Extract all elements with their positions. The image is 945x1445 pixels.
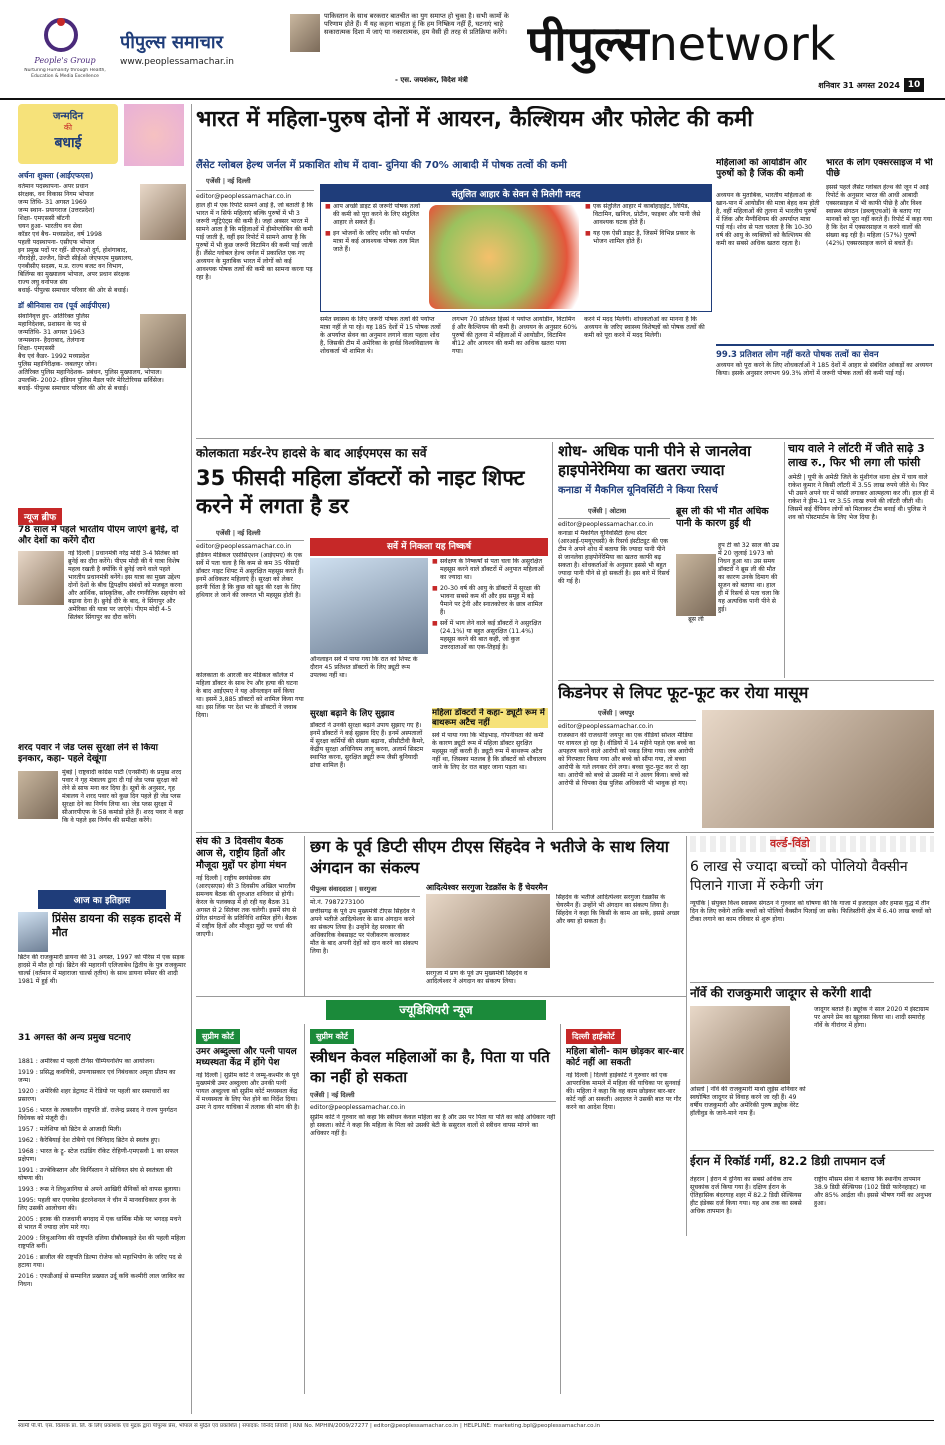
person1-line: इन प्रमुख पदों पर रहीं- डीएफओ दुर्ग, होशंगाबाद, — [18, 247, 128, 254]
lead-byline: एजेंसी | नई दिल्ली — [206, 177, 251, 185]
event-item: 1968 : भारत के ट्रू- स्टेज राउंडिंग रॉकेट रोहिणी-एमएसवी 1 का सफल प्रक्षेपण। — [18, 1148, 179, 1163]
left-column-rule — [191, 104, 192, 1414]
survey-byline: एजेंसी | नई दिल्ली — [216, 529, 261, 537]
birthday-title-top: जन्मदिन — [52, 111, 84, 122]
page-number: 10 — [904, 78, 924, 92]
hc-label: दिल्ली हाईकोर्ट — [566, 1029, 621, 1044]
event-item: 2016 : एफडीआई से सम्मानित प्रख्यात उर्दू कवि कश्मीरी लाल जाकिर का निधन। — [18, 1273, 185, 1288]
lead-email[interactable]: editor@peoplessamachar.co.in — [196, 190, 314, 201]
lead-body3: लगभग 70 प्रतिशत हिस्से ने पर्याप्त आयोडीन, विटामिन ई और कैल्शियम की कमी है। अध्ययन के अनुसार 60% पुरुषों की तुलना में महिलाओं में आयोडीन, विटामिन बी12 और आयरन की कमी का अधिक खतरा पाया गया। — [452, 316, 578, 355]
flowers-image — [124, 104, 184, 166]
survey-body2: कोलकाता के आरजी कर मेडिकल कॉलेज में महिला डॉक्टर के साथ रेप और हत्या की घटना के बाद आईएमए ने यह ऑनलाइन सर्वे किया था। इसमें 3,885 डॉक्टरों को शामिल किया गया था। इस लिंक पर देश भर के डॉक्टरों ने जवाब दिया। — [196, 672, 304, 719]
organ-byline: पीपुल्स संवाददाता | सरगुजा — [310, 885, 377, 893]
event-item: 1993 : रूस ने लिथुआनिया से अपने आखिरी सैनिकों को वापस बुलाया। — [18, 1186, 181, 1193]
side2-body: इससे पहले लैंसेट ग्लोबल हेल्थ की जून में आई रिपोर्ट के अनुसार भारत की आधी आबादी एक्सरसाइज में भी काफी पीछे है और विश्व स्वास्थ्य संगठन (डब्ल्यूएचओ) के बताए गए मानकों को पूरा नहीं करते हैं। रिपोर्ट में कहा गया है कि देश में एक्सरसाइज न करने वालों की संख्या बढ़ रही है। महिला (57%) पुरुषों (42%) एक्सरसाइज करने से बचते हैं। — [826, 184, 932, 247]
norway-body: जादूगर बताते हैं। ड्यूरेक ने साल 2020 में इंस्टाग्राम पर अपने प्रेम का खुलासा किया था। शादी समारोह नॉर्वे के गीरांगर में होगा। — [814, 1006, 929, 1029]
events-title: 31 अगस्त की अन्य प्रमुख घटनाएं — [18, 1033, 131, 1043]
group-tagline: Nurturing Humanity through Health, Education & Media Excellence — [24, 68, 106, 79]
brand-en: network — [648, 17, 836, 71]
iran-body2: राष्ट्रीय मौसम सेवा ने बताया कि स्थानीय तापमान 38.9 डिग्री सेल्सियस (102 डिग्री फारेनहाइट) था और 85% आर्द्रता थी। इससे भीषण गर्मी का अनुभव हुआ। — [814, 1176, 932, 1207]
person2-name: डॉ श्रीनिवास राव (पूर्व आईपीएस) — [18, 301, 111, 310]
side3-box — [716, 344, 934, 434]
event-item: 2005 : इराक की राजधानी बगदाद में एक धार्मिक मौके पर भगदड़ मचने से भारत मैं ज्यादा लोग मारे गए। — [18, 1216, 181, 1231]
brucelee-body: हूप टी को 32 साल की उम्र में 20 जुलाई 1973 को निधन हुआ था। उस समय डॉक्टरों ने ब्रूस ली की मौत का कारण उनके दिमाग की सूजन को बताया था। हाल ही में रिसर्च से पता चला कि यह अत्यधिक पानी पीने से हुई। — [718, 542, 780, 613]
brand-hindi: पीपुल्स — [527, 16, 649, 72]
infobox-bullet: ■ आप अच्छी डाइट से जरूरी पोषक तत्वों की कमी को पूरा करने के लिए संतुलित आहार ले सकते हैं। — [325, 203, 425, 227]
kidnap-email[interactable]: editor@peoplessamachar.co.in — [558, 720, 696, 731]
person1-line: राज्य लघु वनोपज संघ — [18, 279, 68, 286]
paper-name: पीपुल्स समाचार — [120, 32, 223, 53]
birthday-box — [18, 104, 186, 500]
research-rule — [784, 442, 785, 678]
survey-kicker: कोलकाता मर्डर-रेप हादसे के बाद आईएमएस का सर्वे — [196, 446, 427, 460]
story1-body: नई दिल्ली | प्रधानमंत्री नरेंद्र मोदी 3-4 सितंबर को ब्रुनेई का दौरा करेंगे। पीएम मोदी की ये यात्रा विशेष महत्व रखती है क्योंकि ये ब्रुनेई जाने वाले पहले भारतीय प्रधानमंत्री बनेंगे। इस यात्रा का मुख्य उद्देश्य दोनों देशों के बीच द्विपक्षीय संबंधों को मजबूत करना और आर्थिक, सांस्कृतिक, और रणनीतिक सहयोग को बढ़ावा देना है। ब्रुनेई दौरे के बाद, वे सिंगापुर और अमेरिका की यात्रा पर जाएंगे। पीएम मोदी 4-5 सितंबर सिंगापुर का दौरा करेंगे। — [68, 550, 186, 621]
event-item: 1991 : उज्बेकिस्तान और किर्गिस्तान ने सोवियत संघ से स्वतंत्रता की घोषणा की। — [18, 1167, 173, 1182]
survey-bullet: ■ सर्वेक्षण के निष्कर्षों से पता चला कि असुरक्षित महसूस करने वाले डॉक्टरों में अनुपात महिलाओं का ज्यादा था। — [432, 558, 548, 582]
person2-line: उपलब्धि- 2002- इंडियन पुलिस मैडल फॉर मेरिटोरियस सर्विसेज। — [18, 377, 164, 384]
story3 — [566, 1024, 684, 1372]
side-body: अध्ययन के मुताबिक, भारतीय महिलाओं के खान-पान में आयोडीन की मात्रा बेहद कम होती है, वहीं महिलाओं की तुलना में भारतीय पुरुषों में जिंक और मैग्नीशियम की अपर्याप्त मात्रा पाई गई। शोध से पता चलता है कि 10-30 वर्ष की आयु के व्यक्तियों को कैल्शियम की कमी का सबसे अधिक खतरा रहता है। — [716, 192, 820, 247]
lottery-story — [788, 442, 934, 678]
norway-headline[interactable]: नॉर्वे की राजकुमारी जादूगर से करेंगी शादी — [690, 986, 872, 1000]
infobox-bullet: ■ इन भोजनों के जरिए शरीर को पर्याप्त मात्रा में कई आवश्यक पोषक तत्व मिल जाते हैं। — [325, 230, 425, 254]
lead-body4: करने में मदद मिलेगी। शोधकर्ताओं का मानना है कि अध्ययन के जरिए स्वास्थ्य विशेषज्ञों को पोषक तत्वों की कमी को पूरा करने में मदद मिलेगी। — [584, 316, 705, 339]
person1-details — [18, 183, 186, 295]
person1-line: वर्तमान पदस्थापना- अपर प्रधान — [18, 183, 89, 190]
lead-body2: समेत स्वास्थ्य के लिए जरूरी पोषक तत्वों की पर्याप्त मात्रा नहीं ले पा रहे। यह 185 देशों में 15 पोषक तत्वों के अपर्याप्त सेवन का अनुमान लगाने वाला पहला शोध है, जिसकी टीम में अमेरिका के हार्वर्ड विश्वविद्यालय के शोधकर्ता भी शामिल थे। — [320, 316, 441, 355]
infobox-bullet: ■ एक संतुलित आहार में कार्बोहाइड्रेट, लिपिड, विटामिन, खनिज, प्रोटीन, फाइबर और पानी जैसे आवश्यक घटक होते हैं। — [585, 203, 709, 227]
side3-head: 99.3 प्रतिशत लोग नहीं करते पोषक तत्वों का सेवन — [716, 350, 879, 360]
sub1-head: सुरक्षा बढ़ाने के लिए सुझाव — [310, 709, 395, 719]
sc-label: सुप्रीम कोर्ट — [196, 1029, 240, 1044]
event-item: 1962 : कैरेबियाई देश टोबैगो एवं त्रिनिदाद ब्रिटेन से स्वतंत्र हुए। — [18, 1137, 160, 1144]
person2-line: महानिदेशक, प्रशासन के पद से — [18, 321, 87, 328]
events-list — [18, 1058, 186, 1413]
lead-headline[interactable]: भारत में महिला-पुरुष दोनों में आयरन, कैल्शियम और फोलेट की कमी — [196, 107, 753, 132]
research-story — [558, 442, 780, 678]
rss-headline[interactable]: संघ की 3 दिवसीय बैठक आज से, राष्ट्रीय हितों और मौजूदा मुद्दों पर होगा मंथन — [196, 836, 287, 871]
survey-bullet: ■ 20-30 वर्ष की आयु के डॉक्टरों में सुरक्षा की भावना सबसे कम थी और इस समूह में बड़े पैमाने पर ट्रेनी और स्नातकोत्तर के छात्र शामिल हैं। — [432, 585, 548, 617]
research-headline1[interactable]: शोध- अधिक पानी पीने से जानलेवा — [558, 442, 751, 460]
person1-line: पहली पदस्थापना- एसीएफ भोपाल — [18, 239, 95, 246]
person1-line: नौरादेही, उज्जैन, डिप्टी सीईओ जेएफएम मुख्यालय, — [18, 255, 133, 262]
story2 — [310, 1024, 556, 1374]
event-item: 1956 : भारत के तत्कालीन राष्ट्रपति डॉ. राजेन्द्र प्रसाद ने राज्य पुनर्गठन विधेयक को मंजूरी दी। — [18, 1107, 177, 1122]
survey-body1: इंडियन मेडिकल एसोसिएशन (आईएमए) के एक सर्वे में पता चला है कि कम से कम 35 फीसदी डॉक्टर नाइट शिफ्ट में असुरक्षित महसूस करते हैं। इनमें अधिकतर महिलाएं हैं। सुरक्षा को लेकर इतनी चिंता है कि कुछ को खुद की रक्षा के लिए हथियार ले जाने की जरूरत भी महसूस होती है। — [196, 552, 304, 599]
sub1-body: डॉक्टरों ने उनकी सुरक्षा बढ़ाने उपाय सुझाए गए हैं। इनमें डॉक्टरों ने कई सुझाव दिए हैं। इनमें अस्पतालों में सुरक्षा कर्मियों की संख्या बढ़ाना, सीसीटीवी कैमरे, केंद्रीय सुरक्षा अधिनियम लागू करना, अलार्म सिस्टम स्थापित करना, सुरक्षित ड्यूटी रूम जैसी बुनियादी ढांचा शामिल हैं। — [310, 722, 425, 769]
judiciary-rule2 — [560, 1024, 561, 1394]
lead-body1: हाल ही में एक रिपोर्ट सामने आई है, जो बताती है कि भारत में न सिर्फ महिलाएं बल्कि पुरुषों में भी 3 जरूरी न्यूट्रिएंट्स की कमी है। जहां अक्सर भारत में सामने आता है कि महिलाओं में हीमोग्लोबिन की कमी पाई जाती है, वहीं इस रिपोर्ट में सामने आया है कि पुरुषों में भी कुछ जरूरी विटामिन की कमी पाई जाती है। लैंसेट ग्लोबल हेल्थ जर्नल में प्रकाशित एक नए अध्ययन के मुताबिक भारत में लोगों को कई आवश्यक पोषक तत्वों की कमी का सामना करना पड़ रहा है। — [196, 202, 314, 281]
organ-contact: मो.नं. 7987273100 — [310, 896, 420, 907]
birthday-title-mid: की — [63, 123, 73, 132]
group-name: People's Group — [34, 56, 96, 65]
iran-rule — [690, 1150, 934, 1151]
network-brand — [527, 10, 937, 74]
lottery-headline[interactable]: चाय वाले ने लॉटरी में जीते साढ़े 3 लाख रु., फिर भी लगा ली फांसी — [788, 442, 925, 469]
norway-caption: ओस्लो | नॉर्वे की राजकुमारी मार्था लुईस शनिवार को स्वघोषित जादूगर से विवाह करने जा रही हैं। 49 वर्षीय राजकुमारी और अमेरिकी पुरुष ड्यूरेक वेरेट हॉलीवुड के जाने-माने नाम हैं। — [690, 1086, 806, 1117]
survey-rule — [552, 442, 553, 830]
footer-imprint: स्वामी पी.पी. एस. वितरक प्रा. लि. के लिए प्रकाशक एवं मुद्रक द्वारा पीपुल्स प्रेस, भोपाल से मुद्रित एवं प्रकाशित | संपादक: विनोद तिवारी | RNI No. MPHIN/2009/27277 | editor@peoplessamachar.co.in | HELPLINE: marketing.bpl@peoplessamachar.co.in — [18, 1423, 601, 1429]
group-logo-icon — [42, 16, 80, 54]
footer-rule — [18, 1420, 934, 1421]
quote-text: पाकिस्तान के साथ बरकरार बातचीत का युग समाप्त हो चुका है। सभी कामों के परिणाम होते हैं। मैं यह कहना चाहता हूं कि हम निष्क्रिय नहीं हैं, घटनाएं चाहे सकारात्मक दिशा में जाएं या नकारात्मक, हम वैसी ही तरह से प्रतिक्रिया करेंगे। — [324, 12, 509, 37]
history-box — [18, 890, 186, 1415]
infobox-bullet: ■ यह एक ऐसी डाइट है, जिसमें विभिन्न प्रकार के भोजन शामिल होते हैं। — [585, 230, 709, 246]
person1-line: एनबीसीए सदस्य, म.प्र. राज्य बजट वन विभाग, — [18, 263, 124, 270]
photo-caption: ऑनलाइन सर्वे में पाया गया कि रात को शिफ्ट के दौरान 45 प्रतिशत डॉक्टरों के लिए ड्यूटी रूम उपलब्ध नहीं था। — [310, 656, 418, 679]
organ-photo — [426, 894, 550, 968]
story3-head[interactable]: महिला बोली- काम छोड़कर बार-बार कोर्ट नहीं आ सकती — [566, 1047, 684, 1068]
kidnap-headline[interactable]: किडनेपर से लिपट फूट-फूट कर रोया मासूम — [558, 683, 809, 702]
lottery-body: अमेठी | यूपी के अमेठी जिले के मुंशीगंज थाना क्षेत्र में चाय वाले राकेश कुमार ने किसी लॉटरी में 3.55 लाख रुपये जीते थे। फिर भी उसने अपने घर में फांसी लगाकर आत्महत्या कर ली। हाल ही में राकेश ने ड्रीम-11 पर 3.55 लाख रुपये की लॉटरी जीती थी। जिसमें कई चैंपियन लोगों को मिलाकर टीम बनाई थी। पुलिस ने शव को पोस्टमार्टम के लिए भेज दिया है। — [788, 474, 934, 521]
person2-line: सेवानिवृत्त हुए- अतिरिक्त पुलिस — [18, 313, 90, 320]
sc-label2: सुप्रीम कोर्ट — [310, 1029, 354, 1044]
event-item: 1881 : अमेरिका में पहली टेनिस चैम्पियनशिप का आयोजन। — [18, 1058, 155, 1065]
brucelee-head: ब्रूस ली की भी मौत अधिक पानी के कारण हुई थी — [676, 506, 769, 529]
kidnap-photo — [702, 710, 934, 828]
story2-title[interactable]: शरद पवार ने जेड प्लस सुरक्षा लेने से किया इनकार, कहा- पहले देखूंगा — [18, 743, 158, 764]
survey-box-title: सर्वे में निकला यह निष्कर्ष — [310, 538, 548, 556]
event-item: 1957 : मलेशिया को ब्रिटेन से आजादी मिली। — [18, 1126, 122, 1133]
side3-body: अध्ययन को पूरा करने के लिए शोधकर्ताओं ने 185 देशों में आहार से संबंधित आंकड़ों का अध्ययन किया। इसके अनुसार लगभग 99.3% लोगों में जरूरी पोषक तत्वों की कमी पाई गई। — [716, 362, 933, 377]
side2-head: भारत के लोग एक्सरसाइज में भी पीछे — [826, 158, 933, 179]
birthday-title-bottom: बधाई — [54, 135, 82, 151]
history-body: ब्रिटेन की राजकुमारी डायना की 31 अगस्त, 1997 को पेरिस में एक सड़क हादसे में मौत हो गई। ब्रिटेन की महारानी एलिजाबेथ द्वितीय के पुत्र राजकुमार चार्ल्स (वर्तमान में महाराजा चार्ल्स तृतीय) के साथ डायना स्पेंसर की शादी 1981 में हुई थी। — [18, 954, 186, 985]
survey-story — [196, 442, 548, 828]
person2-line: बधाई- पीपुल्स समाचार परिवार की ओर से बधाई। — [18, 385, 129, 392]
survey-bullets — [432, 558, 548, 704]
organ-photo-caption: सरगुजा में प्रण के पूर्व उप मुख्यमंत्री सिंहदेव व आदित्येश्वर ने अंगदान का संकल्प लिया। — [426, 970, 528, 985]
rss-story — [196, 836, 300, 994]
paper-logo[interactable] — [120, 30, 285, 80]
event-item: 1919 : प्रसिद्ध कवयित्री, उपन्यासकार एवं निबंधकार अमृता प्रीतम का जन्म। — [18, 1069, 176, 1084]
diana-photo — [18, 912, 48, 952]
rss-rule — [304, 836, 305, 996]
world-label: वर्ल्ड-विंडो — [770, 837, 810, 850]
brucelee-caption: ब्रूस ली — [688, 616, 704, 623]
person1-name: अर्चना शुक्ला (आईएफएस) — [18, 171, 94, 180]
person1-line: जन्म तिथि- 31 अगस्त 1969 — [18, 199, 87, 206]
fruits-veg-image — [429, 205, 579, 309]
organ-body1: छत्तीसगढ़ के पूर्व उप मुख्यमंत्री टीएस सिंहदेव ने अपने भतीजे आदित्येश्वर के साथ अंगदान करने का संकल्प लिया है। उन्होंने देह सरकार की अधिकारिक वेबसाइट पर पंजीकरण करवाकर मौत के बाद अपनी देहों को दान करने का संकल्प लिया है। — [310, 908, 419, 955]
person2-line: बैच एवं कैडर- 1992 मध्यप्रदेश — [18, 353, 90, 360]
kidnap-story — [558, 682, 934, 830]
organ-headline[interactable]: छग के पूर्व डिप्टी सीएम टीएस सिंहदेव ने भतीजे के साथ लिया अंगदान का संकल्प — [310, 837, 669, 877]
history-label: आज का इतिहास — [38, 890, 166, 909]
rss-body: नई दिल्ली | राष्ट्रीय स्वयंसेवक संघ (आरएसएस) की 3 दिवसीय अखिल भारतीय समन्वय बैठक की शुरुआत शनिवार से होगी। केरल के पलक्कड़ में हो रही यह बैठक 31 अगस्त से 2 सितंबर तक चलेगी। इसमें संघ से प्रेरित संगठनों के प्रतिनिधि शामिल होंगे। बैठक में राष्ट्रीय हितों और मौजूदा मुद्दों पर चर्चा की जाएगी। — [196, 875, 298, 938]
story3-body: नई दिल्ली | दिल्ली हाईकोर्ट ने गुरुवार को एक आपराधिक मामले में महिला की याचिका पर सुनवाई की। महिला ने कहा कि वह काम छोड़कर बार-बार कोर्ट नहीं आ सकती। अदालत ने उसकी बात पर गौर करने का आदेश दिया। — [566, 1072, 682, 1111]
judiciary-rule1 — [304, 1024, 305, 1394]
masthead — [0, 0, 945, 100]
infobox-left — [325, 203, 425, 311]
infobox-right — [585, 203, 709, 311]
research-byline: एजेंसी | ओटावा — [588, 507, 627, 515]
lead-bottom-rule — [196, 438, 934, 439]
person1-line: संरक्षक, वन विकास निगम भोपाल — [18, 191, 94, 198]
mid-rule — [196, 832, 934, 833]
kidnap-byline: एजेंसी | जयपुर — [598, 709, 635, 717]
history-title[interactable]: प्रिंसेस डायना की सड़क हादसे में मौत — [52, 912, 181, 939]
judiciary-band: ज्यूडिशियरी न्यूज — [326, 1000, 546, 1020]
event-item: 1995: पहली बार एयरबेस इंटरनेशनल ने चीन में मानवाधिकार हनन के लिए उसकी आलोचना की। — [18, 1197, 177, 1212]
story1-body: नई दिल्ली | सुप्रीम कोर्ट ने जम्मू-कश्मीर के पूर्व मुख्यमंत्री उमर अब्दुल्ला और उनकी पत्नी पायल अब्दुल्ला को सुप्रीम कोर्ट मध्यस्थता केंद्र में मध्यस्थता के लिए पेश होने का निर्देश दिया। उमर ने दायर याचिका में तलाक की मांग की है। — [196, 1072, 300, 1111]
person1-line: बधाई- पीपुल्स समाचार परिवार की ओर से बधाई। — [18, 287, 129, 294]
judiciary-section — [196, 998, 684, 1398]
organ-story — [310, 836, 682, 994]
infobox-title: संतुलित आहार के सेवन से मिलेगी मदद — [321, 185, 711, 202]
kidnap-body: राजस्थान की राजधानी जयपुर का एक वीडियो सोशल मीडिया पर वायरल हो रहा है। वीडियो में 14 महीने पहले एक बच्चे का अपहरण करने वाले आरोपी को पकड़ लिया गया। जब आरोपी को गिरफ्तार किया गया और बच्चे को सौंपा गया, तो बच्चा आरोपी के गले लगकर रोने लगा। बच्चा फूट-फूट कर रो रहा था। आरोपी को बच्चे से उसकी मां ने अलग किया। बच्चे को आरोपी से चिपका देख पुलिस अधिकारी भी भावुक हो गए। — [558, 732, 696, 787]
masthead-rule — [0, 98, 945, 100]
story1-title[interactable]: 78 साल में पहले भारतीय पीएम जाएंगे ब्रुनेई, दो और देशों का करेंगे दौरा — [18, 525, 179, 546]
polio-body: न्यूयॉर्क | संयुक्त विश्व स्वास्थ्य संगठन ने गुरुवार को घोषणा की कि गाजा में इजराइल और हमास युद्ध में तीन दिन के लिए रुकेंगे ताकि बच्चों को पोलियो वैक्सीन पिलाई जा सके। फिलिस्तीनी क्षेत्र में 6.40 लाख बच्चों को टीका लगाने का काम रविवार से शुरू होगा। — [690, 900, 932, 923]
kidnap-top-rule — [558, 680, 934, 681]
story2-head[interactable]: स्त्रीधन केवल महिलाओं का है, पिता या पति का नहीं हो सकता — [310, 1048, 550, 1086]
organ-side-head: आदित्येश्वर सरगुजा रेडक्रॉस के हैं चेयरमैन — [426, 883, 548, 892]
news-brief — [18, 505, 186, 885]
event-item: 1920 : अमेरिकी शहर डेट्रायट में रेडियो पर पहली बार समाचारों का प्रसारण। — [18, 1088, 170, 1103]
sub2-body: सर्वे में पाया गया कि भीड़भाड़, गोपनीयता की कमी के कारण ड्यूटी रूम में महिला डॉक्टर सुरक्षित महसूस नहीं करती हैं। ड्यूटी रूम में बाथरूम अटैच नहीं था, जिसका मतलब है कि डॉक्टरों को शौचालय जाने के लिए देर रात बाहर जाना पड़ता था। — [432, 732, 546, 771]
birthday-banner — [18, 104, 118, 164]
jaishankar-photo — [290, 14, 320, 52]
person1-line: जन्म स्थान- प्रयागराज (उत्तरप्रदेश) — [18, 207, 95, 214]
world-band — [690, 836, 934, 852]
brucelee-photo — [676, 554, 716, 616]
person2-details — [18, 313, 186, 393]
story2-byline: एजेंसी | नई दिल्ली — [310, 1091, 355, 1099]
world-window — [690, 836, 934, 1396]
norway-rule — [690, 982, 934, 983]
peoples-group-logo — [20, 12, 110, 92]
person1-line: शिक्षा- एमएससी बॉटनी — [18, 215, 70, 222]
survey-bullet: ■ सर्वे में भाग लेने वाले कई डॉक्टरों ने असुरक्षित (24.1%) या बहुत असुरक्षित (11.4%) महसूस करने की बात कही, जो कुल उत्तरदाताओं का एक-तिहाई है। — [432, 620, 548, 652]
organ-body2: सिंहदेव के भतीजे आदित्येश्वर सरगुजा रेडक्रॉस के चेयरमैन हैं। उन्होंने भी अंगदान का संकल्प लिया है। सिंहदेव ने कहा कि किसी के काम आ सकें, इससे अच्छा और क्या हो सकता है। — [556, 894, 680, 925]
person1-line: चयन हुआ- भारतीय वन सेवा — [18, 223, 82, 230]
polio-headline[interactable]: 6 लाख से ज्यादा बच्चों को पोलियो वैक्सीन पिलाने गाजा में रुकेगी जंग — [690, 859, 908, 894]
judiciary-top-rule — [196, 996, 686, 997]
story2-body: सुप्रीम कोर्ट ने गुरुवार को कहा कि स्त्रीधन केवल महिला का है और उस पर पिता या पति का कोई अधिकार नहीं हो सकता। कोर्ट ने कहा कि महिला के पिता को उसकी बेटी के ससुराल वालों से स्त्रीधन वापस मांगने का अधिकार नहीं है। — [310, 1114, 556, 1137]
event-item: 2016 : ब्राजील की राष्ट्रपति डिल्मा रोजेफ को महाभियोग के जरिए पद से हटाया गया। — [18, 1254, 182, 1269]
person2-line: शिक्षा- एमएससी — [18, 345, 55, 352]
research-body: कनाडा में मैकगिल यूनिवर्सिटी हेल्थ सेंटर (आरआई-एमयूएचसी) के रिसर्च इंस्टीट्यूट की एक टीम ने अपने शोध में बताया कि ज्यादा पानी पीने से जानलेवा हाइपोनेरेमिया का खतरा काफी बढ़ सकता है। शोधकर्ताओं के अनुसार इससे भी बहुत ज्यादा पानी पीने से हो सकती है। इस बारे में रिसर्च की गई है। — [558, 530, 670, 585]
website[interactable]: www.peoplessamachar.in — [120, 57, 234, 67]
survey-headline[interactable]: 35 फीसदी महिला डॉक्टरों को नाइट शिफ्ट करने में लगता है डर — [196, 466, 525, 518]
research-headline2[interactable]: हाइपोनेरेमिया का खतरा ज्यादा — [558, 461, 725, 479]
research-subhead: कनाडा में मैकगिल यूनिवर्सिटी ने किया रिसर्च — [558, 485, 718, 496]
doctor-photo — [310, 558, 428, 654]
event-item: 2009 : लिथुआनिया की राष्ट्रपति दलिया ग्रीबौस्काइते देश की पहली महिला राष्ट्रपति बनीं। — [18, 1235, 186, 1250]
survey-email[interactable]: editor@peoplessamachar.co.in — [196, 540, 304, 551]
person2-line: जन्मतिथि- 31 अगस्त 1963 — [18, 329, 85, 336]
person2-line: अतिरिक्त पुलिस महानिदेशक- प्रबंधन, पुलिस मुख्यालय, भोपाल। — [18, 369, 162, 376]
diet-infobox — [320, 184, 712, 312]
date: शनिवार 31 अगस्त 2024 — [818, 81, 900, 90]
story2-body: मुंबई | राष्ट्रवादी कांग्रेस पार्टी (एनसीपी) के प्रमुख शरद पवार ने गृह मंत्रालय द्वारा दी गई जेड प्लस सुरक्षा को लेने से साफ मना कर दिया है। सूत्रों के अनुसार, गृह मंत्रालय ने शरद पवार को कुछ दिन पहले ही जेड प्लस सुरक्षा देने का निर्णय लिया था। जेड प्लस सुरक्षा में सीआरपीएफ के 58 कमांडो होते हैं। शरद पवार ने कहा कि वे पहले इस निर्णय की समीक्षा करेंगे। — [62, 769, 184, 824]
lead-subhead: लैंसेट ग्लोबल हेल्थ जर्नल में प्रकाशित शोध में दावा- दुनिया की 70% आबादी में पोषक तत्वों की कमी — [196, 160, 567, 171]
person1-line: बिलिंग्स का मुख्यालय भोपाल, अपर प्रधान संरक्षक — [18, 271, 130, 278]
iran-headline[interactable]: ईरान में रिकॉर्ड गर्मी, 82.2 डिग्री तापमान दर्ज — [690, 1154, 885, 1168]
news-brief-label: न्यूज ब्रीफ — [18, 508, 62, 525]
story1-head[interactable]: उमर अब्दुल्ला और पत्नी पायल मध्यस्थता केंद्र में होंगे पेश — [196, 1047, 297, 1068]
person1-line: कॉडर एवं बैच- मध्यप्रदेश, वर्ष 1998 — [18, 231, 102, 238]
story2-email[interactable]: editor@peoplessamachar.co.in — [310, 1101, 556, 1112]
research-email[interactable]: editor@peoplessamachar.co.in — [558, 518, 670, 529]
sub2-head: महिला डॉक्टरों ने कहा- ड्यूटी रूम में बाथरूम अटैच नहीं — [432, 708, 548, 728]
person2-line: पुलिस महानिरीक्षक- जबलपुर जोन। — [18, 361, 97, 368]
quote-author: - एस. जयशंकर, विदेश मंत्री — [395, 76, 468, 84]
iran-body: तेहरान | ईरान में दुनिया का सबसे अधिक ताप सूचकांक दर्ज किया गया है। दक्षिण ईरान के ऐतिहासिक बंदरगाह शहर में 82.2 डिग्री सेल्सियस हीट इंडेक्स दर्ज किया गया। यह अब तक का सबसे अधिक तापमान है। — [690, 1176, 802, 1215]
person2-line: जन्मस्थान- हैदराबाद, तेलंगाना — [18, 337, 85, 344]
side-head: महिलाओं को आयोडीन और पुरुषों को है जिंक की कमी — [716, 158, 807, 179]
world-rule — [686, 836, 687, 1236]
story1 — [196, 1024, 300, 1372]
norway-photo — [690, 1006, 790, 1084]
